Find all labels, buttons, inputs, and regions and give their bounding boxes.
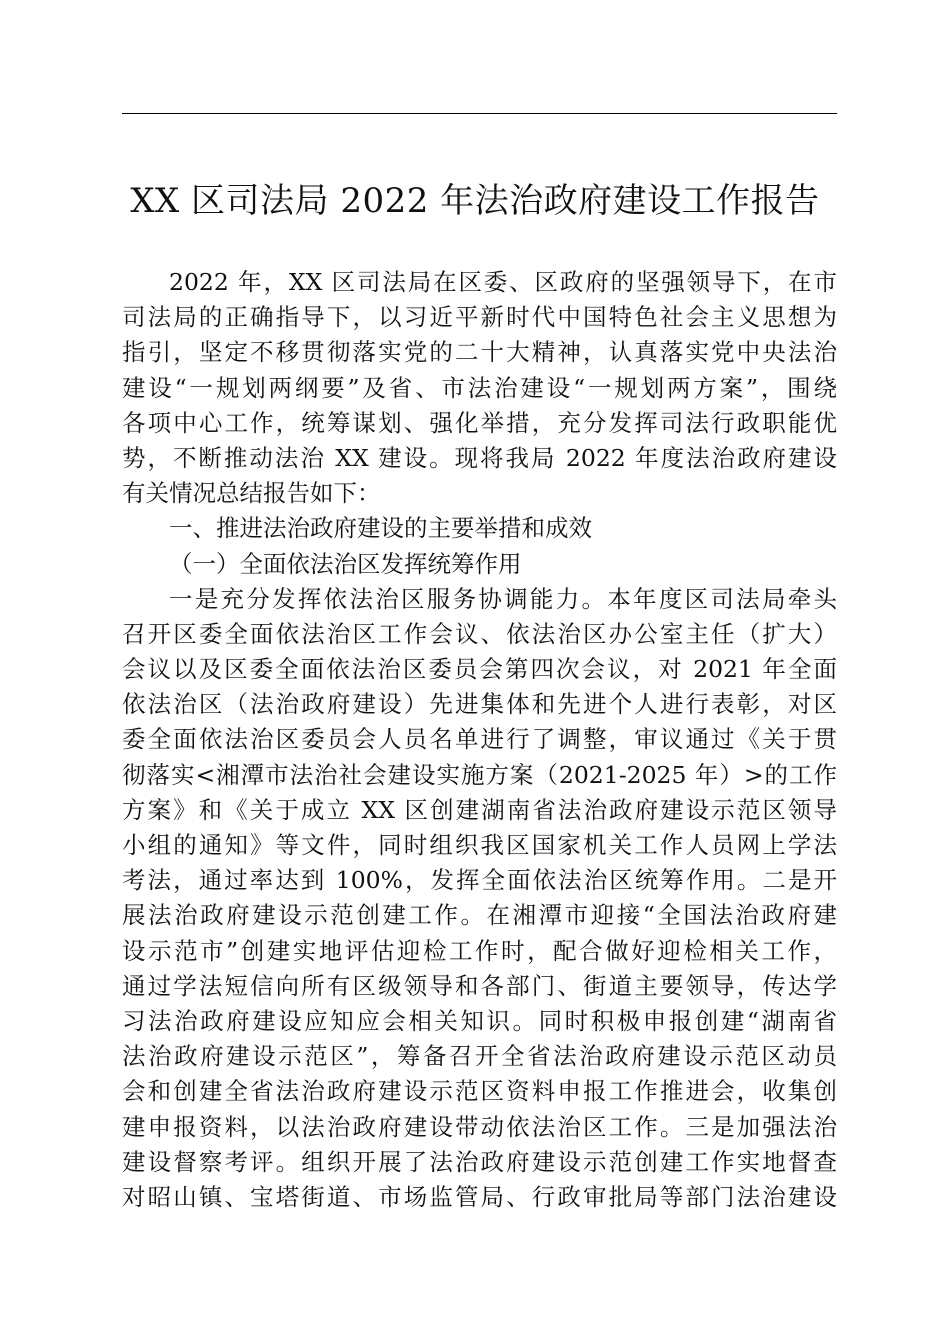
body-text-line: 一是充分发挥依法治区服务协调能力。本年度区司法局牵头 [169, 584, 837, 613]
document-title: XX 区司法局 2022 年法治政府建设工作报告 [130, 181, 820, 221]
body-text-line: 建设“一规划两纲要”及省、市法治建设“一规划两方案”，围绕 [122, 373, 837, 402]
body-text-line: 法治政府建设示范区”，筹备召开全省法治政府建设示范区动员 [122, 1042, 837, 1071]
body-text-line: 各项中心工作，统筹谋划、强化举措，充分发挥司法行政职能优 [122, 408, 837, 437]
body-text-line: 方案》和《关于成立 XX 区创建湖南省法治政府建设示范区领导 [122, 795, 837, 824]
body-text-line: 依法治区（法治政府建设）先进集体和先进个人进行表彰，对区 [122, 690, 837, 719]
body-text-line: 委全面依法治区委员会人员名单进行了调整，审议通过《关于贯 [122, 725, 837, 754]
body-text-line: 小组的通知》等文件，同时组织我区国家机关工作人员网上学法 [122, 831, 837, 859]
body-text-line: 2022 年，XX 区司法局在区委、区政府的坚强领导下，在市 [169, 268, 837, 296]
body-text-line: 一、推进法治政府建设的主要举措和成效 [169, 514, 592, 543]
body-text-line: 建设督察考评。组织开展了法治政府建设示范创建工作实地督查 [122, 1147, 837, 1176]
body-text-line: 对昭山镇、宝塔街道、市场监管局、行政审批局等部门法治建设 [122, 1182, 837, 1211]
body-text-line: 司法局的正确指导下，以习近平新时代中国特色社会主义思想为 [122, 303, 837, 332]
body-text-line: 会议以及区委全面依法治区委员会第四次会议，对 2021 年全面 [122, 655, 837, 684]
body-text-line: 彻落实<湘潭市法治社会建设实施方案（2021-2025 年）>的工作 [122, 760, 837, 789]
body-text-line: 有关情况总结报告如下： [122, 479, 381, 508]
document-body [122, 265, 837, 1215]
body-text-line: 召开区委全面依法治区工作会议、依法治区办公室主任（扩大） [122, 619, 837, 648]
body-text-line: 通过学法短信向所有区级领导和各部门、街道主要领导，传达学 [122, 971, 837, 1000]
body-text-line: 考法，通过率达到 100%，发挥全面依法治区统筹作用。二是开 [122, 866, 837, 895]
body-text-line: （一）全面依法治区发挥统筹作用 [169, 549, 522, 578]
body-text-line: 建申报资料，以法治政府建设带动依法治区工作。三是加强法治 [122, 1112, 837, 1141]
header-rule [122, 113, 837, 114]
body-text-line: 势，不断推动法治 XX 建设。现将我局 2022 年度法治政府建设 [122, 443, 837, 472]
body-text-line: 展法治政府建设示范创建工作。在湘潭市迎接“全国法治政府建 [122, 901, 837, 930]
body-text-line: 指引，坚定不移贯彻落实党的二十大精神，认真落实党中央法治 [122, 338, 837, 367]
body-text-line: 会和创建全省法治政府建设示范区资料申报工作推进会，收集创 [122, 1077, 837, 1106]
body-text-line: 习法治政府建设应知应会相关知识。同时积极申报创建“湖南省 [122, 1006, 837, 1035]
body-text-line: 设示范市”创建实地评估迎检工作时，配合做好迎检相关工作， [122, 936, 837, 965]
